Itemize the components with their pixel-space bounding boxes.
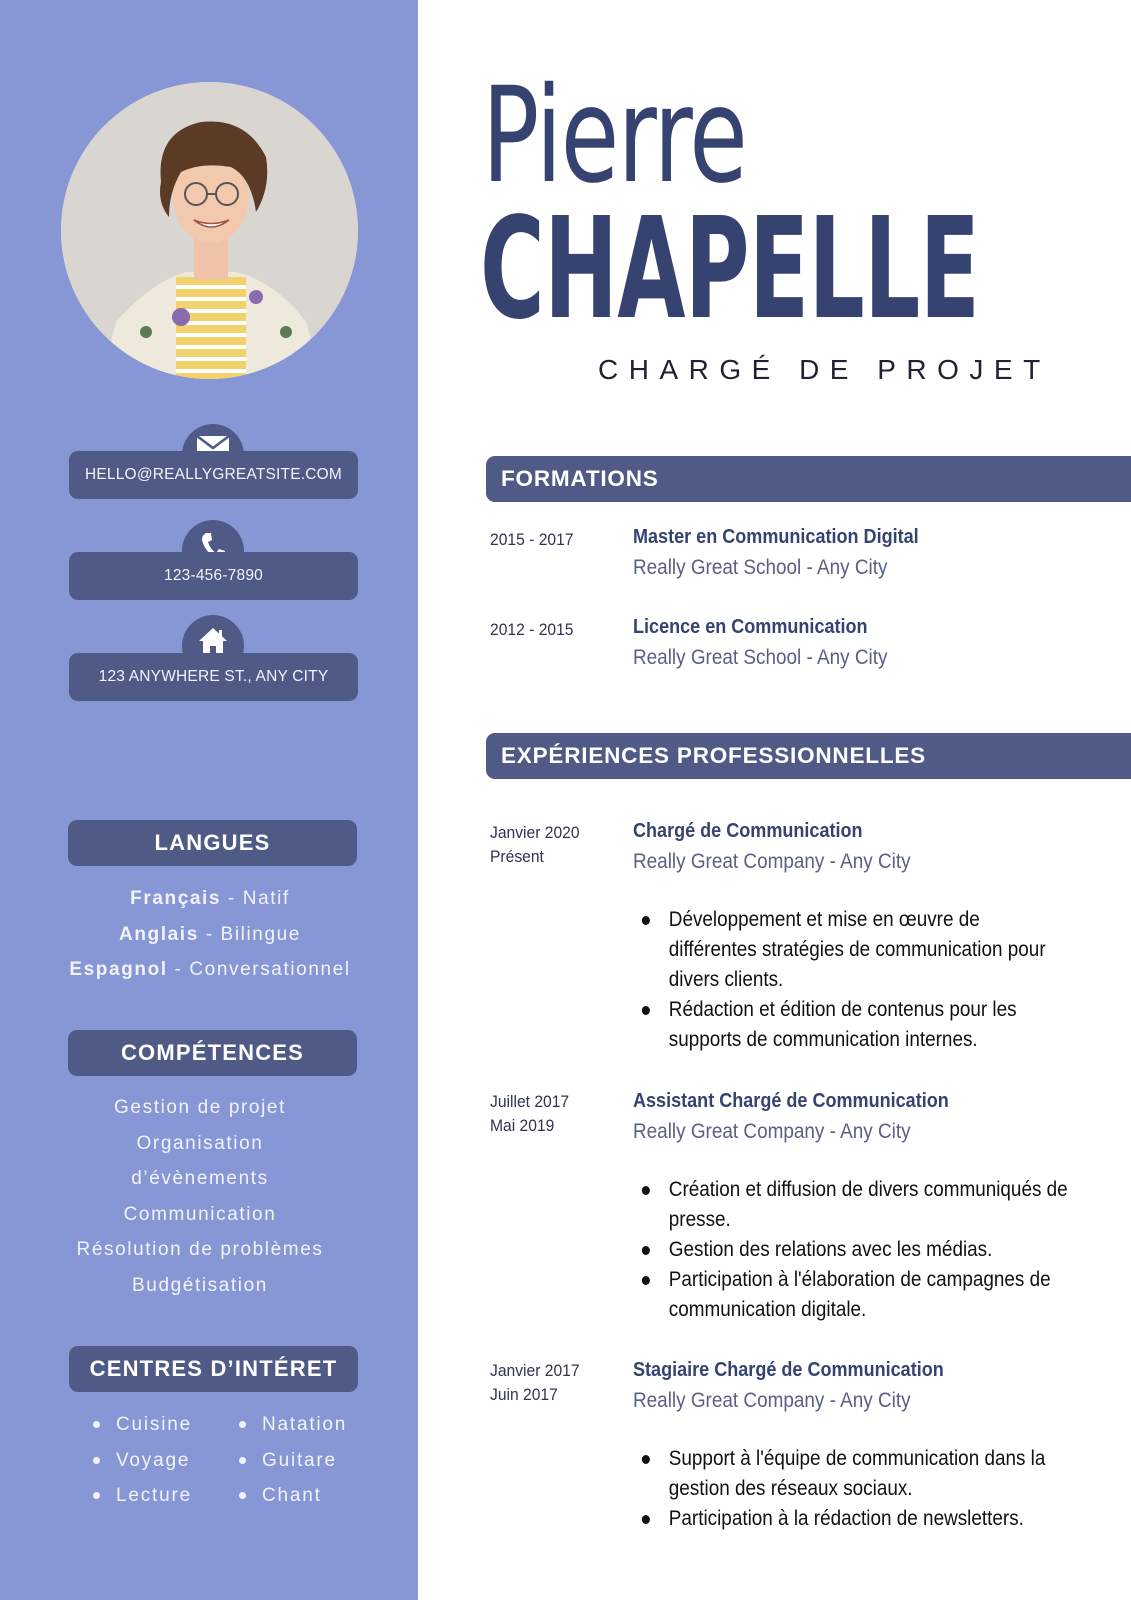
language-level: - Bilingue (198, 923, 301, 945)
interests-heading: CENTRES D’INTÉRET (69, 1346, 358, 1392)
experience-bullets (640, 1175, 1110, 1325)
experience-bullets (640, 1444, 1110, 1534)
interest-item (236, 1443, 376, 1479)
bullet-item: Création et diffusion de divers communiqués de presse. (640, 1175, 1072, 1235)
skill-item: Budgétisation (132, 1274, 268, 1296)
bullet-item: Rédaction et édition de contenus pour les supports de communication internes. (640, 995, 1072, 1055)
sidebar (0, 0, 418, 1600)
profile-photo (61, 82, 358, 379)
email-field[interactable]: HELLO@REALLYGREATSITE.COM (69, 451, 358, 499)
interest-item (90, 1407, 236, 1443)
language-name: Anglais (119, 923, 199, 945)
language-item (40, 881, 380, 917)
experience-start: Janvier 2017 (490, 1361, 580, 1380)
bullet-icon (93, 1421, 100, 1428)
interests-list (90, 1407, 370, 1514)
interest-label: Guitare (262, 1449, 337, 1471)
skill-item: Gestion de projet (114, 1097, 286, 1118)
skills-list (30, 1090, 370, 1303)
interest-item (90, 1478, 236, 1514)
experience-heading: EXPÉRIENCES PROFESSIONNELLES (486, 733, 1131, 779)
bullet-icon (239, 1492, 246, 1499)
job-title: CHARGÉ DE PROJET (598, 354, 1051, 385)
language-item (40, 917, 380, 953)
skill-item: Communication (123, 1203, 277, 1225)
interest-label: Natation (262, 1414, 348, 1435)
experience-end: Présent (490, 847, 544, 866)
bullet-icon (239, 1421, 246, 1428)
language-item (40, 952, 380, 988)
home-icon (198, 627, 228, 655)
experience-end: Juin 2017 (490, 1385, 558, 1404)
languages-heading: LANGUES (68, 820, 357, 866)
interest-item (90, 1443, 236, 1479)
experience-end: Mai 2019 (490, 1116, 555, 1135)
bullet-item: Participation à la rédaction de newsletters. (640, 1504, 1072, 1534)
education-degree: Master en Communication Digital (633, 525, 919, 548)
interest-label: Lecture (116, 1485, 192, 1506)
language-name: Espagnol (69, 959, 168, 980)
language-level: - Natif (221, 888, 290, 909)
experience-company: Really Great Company - Any City (633, 1119, 911, 1143)
first-name: Pierre (482, 59, 747, 213)
experience-bullets (640, 905, 1110, 1055)
education-dates: 2012 - 2015 (490, 620, 574, 639)
language-name: Français (130, 888, 222, 909)
interest-item (236, 1478, 376, 1514)
language-level: - Conversationnel (167, 959, 351, 980)
education-degree: Licence en Communication (633, 615, 868, 638)
languages-list (40, 881, 380, 988)
phone-field[interactable]: 123-456-7890 (69, 552, 358, 600)
experience-company: Really Great Company - Any City (633, 849, 911, 873)
experience-role: Assistant Chargé de Communication (633, 1089, 949, 1112)
education-dates: 2015 - 2017 (490, 530, 574, 549)
interest-label: Chant (262, 1485, 322, 1506)
experience-role: Chargé de Communication (633, 819, 863, 842)
bullet-icon (93, 1457, 100, 1464)
experience-company: Really Great Company - Any City (633, 1388, 911, 1412)
interest-item (236, 1407, 376, 1443)
bullet-item: Gestion des relations avec les médias. (640, 1235, 1072, 1265)
experience-role: Stagiaire Chargé de Communication (633, 1358, 944, 1381)
bullet-icon (239, 1457, 246, 1464)
experience-start: Janvier 2020 (490, 823, 580, 842)
education-school: Really Great School - Any City (633, 555, 888, 579)
bullet-item: Participation à l'élaboration de campagnes de communication digitale. (640, 1265, 1072, 1325)
skills-heading: COMPÉTENCES (68, 1030, 357, 1076)
education-school: Really Great School - Any City (633, 645, 888, 669)
bullet-item: Support à l'équipe de communication dans la gestion des réseaux sociaux. (640, 1444, 1072, 1504)
skill-item: d’évènements (131, 1168, 269, 1189)
bullet-item: Développement et mise en œuvre de différentes stratégies de communication pour divers clients. (640, 905, 1072, 995)
address-field[interactable]: 123 ANYWHERE ST., ANY CITY (69, 653, 358, 701)
education-heading: FORMATIONS (486, 456, 1131, 502)
portrait-photo-icon (61, 82, 358, 379)
skill-item: Résolution de problèmes (76, 1239, 324, 1260)
experience-start: Juillet 2017 (490, 1092, 570, 1111)
skill-item: Organisation (136, 1132, 264, 1154)
interest-label: Voyage (116, 1449, 191, 1471)
last-name: CHAPELLE (480, 188, 980, 351)
bullet-icon (93, 1492, 100, 1499)
interest-label: Cuisine (116, 1414, 192, 1435)
